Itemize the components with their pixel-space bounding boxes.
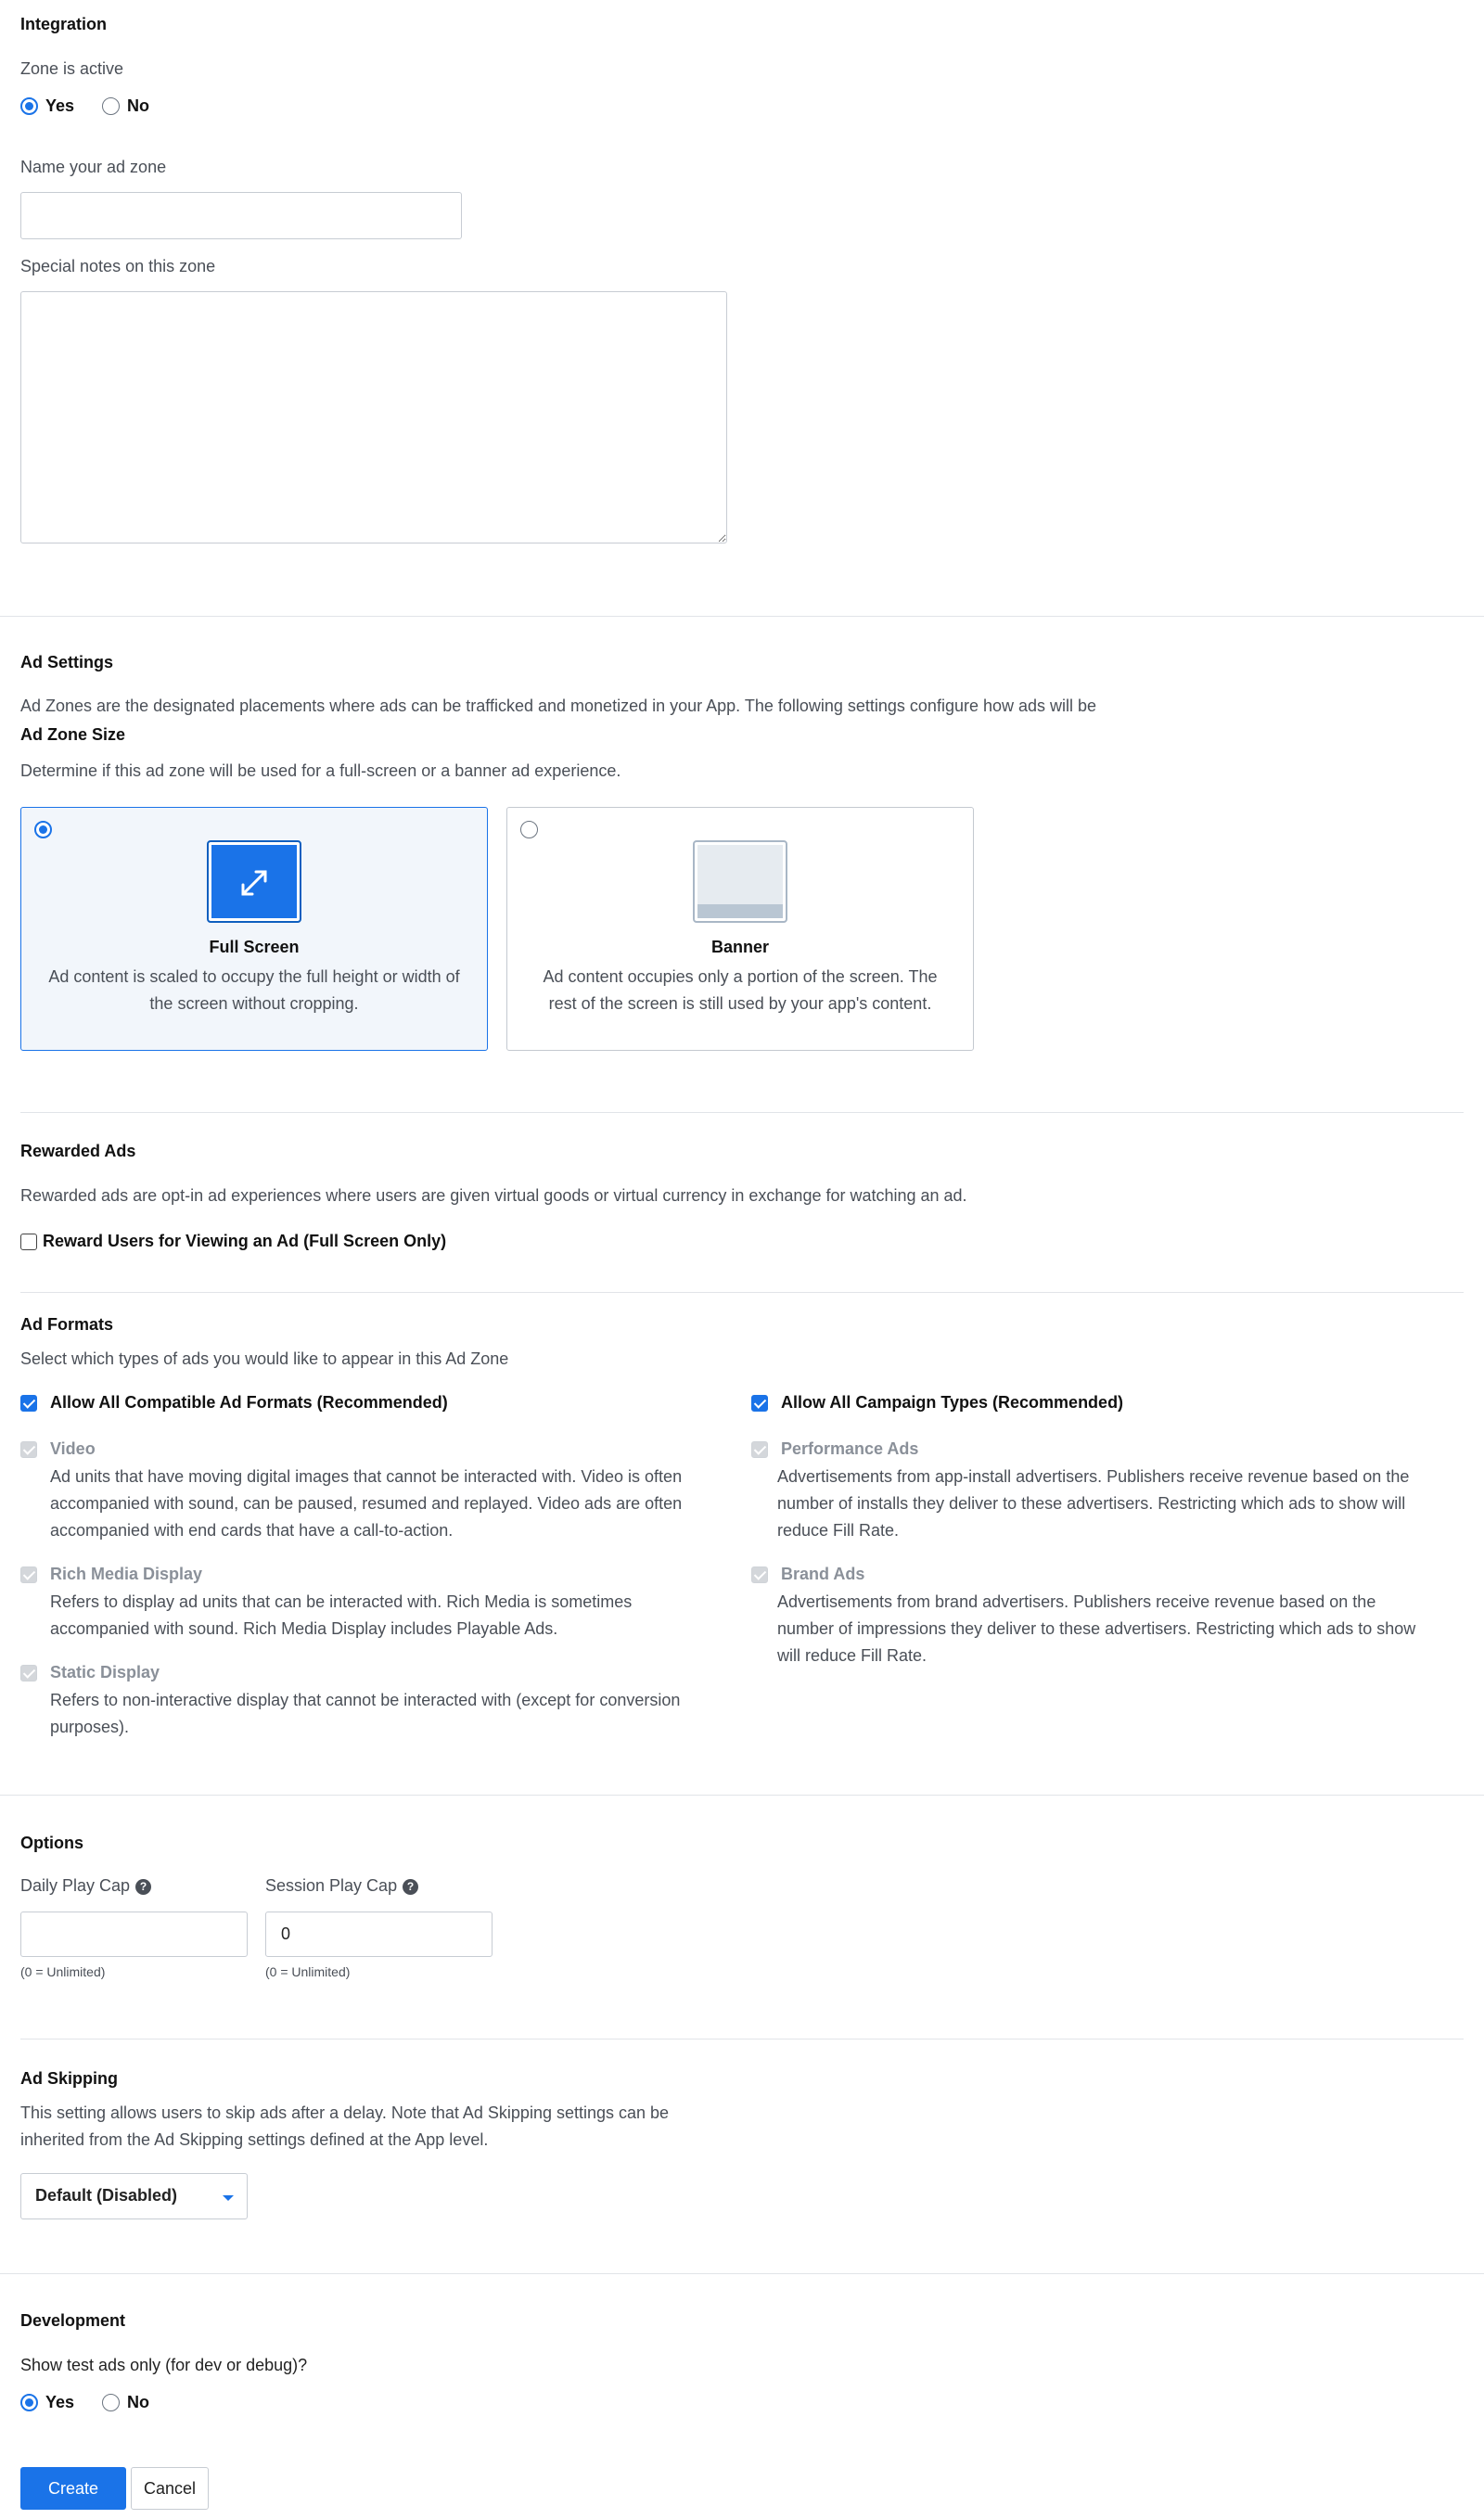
performance-checkbox xyxy=(751,1441,768,1458)
reward-users-checkbox[interactable] xyxy=(20,1234,37,1250)
ad-skipping-select-value: Default (Disabled) xyxy=(35,2186,178,2205)
notes-textarea[interactable] xyxy=(20,291,727,543)
format-rich-media-row xyxy=(20,1565,202,1584)
session-play-cap-text: Session Play Cap xyxy=(265,1876,398,1895)
rewarded-desc: Rewarded ads are opt-in ad experiences where users are given virtual goods or virtual currency in exchange for watching an ad. xyxy=(20,1186,967,1205)
campaign-brand-row xyxy=(751,1565,864,1584)
rich-media-desc: Refers to display ad units that can be interacted with. Rich Media is sometimes accompanied with sound. Rich Media Display includes Playable Ads. xyxy=(50,1592,633,1638)
options-heading: Options xyxy=(20,1834,83,1852)
zone-active-label: Zone is active xyxy=(20,59,124,78)
format-video-row xyxy=(20,1439,96,1459)
test-no-label: No xyxy=(127,2393,149,2411)
banner-strip xyxy=(697,904,783,918)
create-button[interactable]: Create xyxy=(20,2467,126,2510)
rich-media-checkbox xyxy=(20,1566,37,1583)
allow-formats-row[interactable] xyxy=(20,1393,448,1413)
performance-desc: Advertisements from app-install advertisers. Publishers receive revenue based on the number of installs they deliver to these advertisers. Restricting which ads to show will reduce Fill Rate. xyxy=(777,1467,1410,1540)
expand-icon xyxy=(207,840,301,923)
banner-icon xyxy=(693,840,787,923)
zone-name-input[interactable] xyxy=(20,192,462,239)
size-card-banner[interactable] xyxy=(506,807,974,1051)
zone-active-no[interactable] xyxy=(102,96,149,116)
performance-title: Performance Ads xyxy=(781,1439,919,1458)
yes-label: Yes xyxy=(45,96,75,115)
daily-play-cap-text: Daily Play Cap xyxy=(20,1876,131,1895)
banner-desc: Ad content occupies only a portion of the screen. The rest of the screen is still used by your app's content. xyxy=(543,967,938,1013)
banner-title: Banner xyxy=(710,938,769,956)
video-title: Video xyxy=(50,1439,96,1458)
daily-play-cap-input[interactable] xyxy=(20,1912,248,1957)
test-ads-yes[interactable] xyxy=(20,2393,74,2412)
section-divider xyxy=(0,1795,1484,1796)
size-card-full-screen[interactable] xyxy=(20,807,488,1051)
ad-settings-heading: Ad Settings xyxy=(20,653,114,671)
test-ads-no[interactable] xyxy=(102,2393,149,2412)
notes-label: Special notes on this zone xyxy=(20,257,216,275)
section-divider xyxy=(0,616,1484,617)
daily-play-cap-label xyxy=(20,1876,151,1896)
ad-settings-intro: Ad Zones are the designated placements where ads can be trafficked and monetized in your App. The following settings configure how ads will be xyxy=(20,697,1097,715)
ad-skipping-desc: This setting allows users to skip ads after a delay. Note that Ad Skipping settings can be inherited from the Ad Skipping settings defined at the App level. xyxy=(20,2103,670,2149)
allow-formats-label: Allow All Compatible Ad Formats (Recommended) xyxy=(50,1393,448,1412)
zone-name-label: Name your ad zone xyxy=(20,158,167,176)
brand-checkbox xyxy=(751,1566,768,1583)
radio-test-yes[interactable] xyxy=(20,2394,38,2411)
static-desc: Refers to non-interactive display that cannot be interacted with (except for conversion purposes). xyxy=(50,1691,681,1736)
brand-title: Brand Ads xyxy=(781,1565,865,1583)
radio-test-no[interactable] xyxy=(102,2394,120,2411)
ad-skipping-heading: Ad Skipping xyxy=(20,2069,118,2088)
chevron-down-icon xyxy=(223,2195,234,2201)
video-checkbox xyxy=(20,1441,37,1458)
full-screen-desc: Ad content is scaled to occupy the full height or width of the screen without cropping. xyxy=(48,967,460,1013)
radio-yes-selected[interactable] xyxy=(20,97,38,115)
allow-formats-checkbox[interactable] xyxy=(20,1395,37,1412)
no-label: No xyxy=(127,96,149,115)
integration-heading: Integration xyxy=(20,15,107,33)
ad-zone-size-desc: Determine if this ad zone will be used for a full-screen or a banner ad experience. xyxy=(20,761,621,780)
format-static-row xyxy=(20,1663,160,1682)
help-icon[interactable]: ? xyxy=(403,1879,418,1895)
section-divider xyxy=(0,2273,1484,2274)
radio-no[interactable] xyxy=(102,97,120,115)
daily-hint: (0 = Unlimited) xyxy=(20,1964,106,1979)
section-divider xyxy=(20,1292,1464,1293)
ad-zone-size-heading: Ad Zone Size xyxy=(20,725,126,744)
session-play-cap-input[interactable] xyxy=(265,1912,493,1957)
static-checkbox xyxy=(20,1665,37,1681)
help-icon[interactable]: ? xyxy=(135,1879,151,1895)
rewarded-heading: Rewarded Ads xyxy=(20,1142,136,1160)
allow-campaigns-label: Allow All Campaign Types (Recommended) xyxy=(781,1393,1124,1412)
rich-media-title: Rich Media Display xyxy=(50,1565,203,1583)
cancel-button[interactable]: Cancel xyxy=(131,2467,209,2510)
session-hint: (0 = Unlimited) xyxy=(265,1964,351,1979)
test-yes-label: Yes xyxy=(45,2393,75,2411)
allow-campaigns-row[interactable] xyxy=(751,1393,1123,1413)
radio-full-screen[interactable] xyxy=(34,821,52,838)
session-play-cap-label xyxy=(265,1876,418,1896)
test-ads-question: Show test ads only (for dev or debug)? xyxy=(20,2356,308,2374)
section-divider xyxy=(20,1112,1464,1113)
reward-users-label: Reward Users for Viewing an Ad (Full Screen Only) xyxy=(43,1232,447,1250)
video-desc: Ad units that have moving digital images that cannot be interacted with. Video is often accompanied with sound, can be paused, resumed and replayed. Video ads are often accompanied with end cards that have a call-to-action. xyxy=(50,1467,683,1540)
zone-active-yes[interactable] xyxy=(20,96,74,116)
ad-formats-desc: Select which types of ads you would like to appear in this Ad Zone xyxy=(20,1349,509,1368)
ad-skipping-select[interactable] xyxy=(20,2173,248,2219)
development-heading: Development xyxy=(20,2311,126,2330)
ad-formats-heading: Ad Formats xyxy=(20,1315,114,1334)
radio-banner[interactable] xyxy=(520,821,538,838)
campaign-performance-row xyxy=(751,1439,918,1459)
full-screen-title: Full Screen xyxy=(209,938,300,956)
allow-campaigns-checkbox[interactable] xyxy=(751,1395,768,1412)
reward-users-checkbox-row[interactable] xyxy=(20,1232,446,1251)
static-title: Static Display xyxy=(50,1663,160,1681)
brand-desc: Advertisements from brand advertisers. Publishers receive revenue based on the number of impressions they deliver to these advertisers. Restricting which ads to show will reduce Fill Rate. xyxy=(777,1592,1416,1665)
